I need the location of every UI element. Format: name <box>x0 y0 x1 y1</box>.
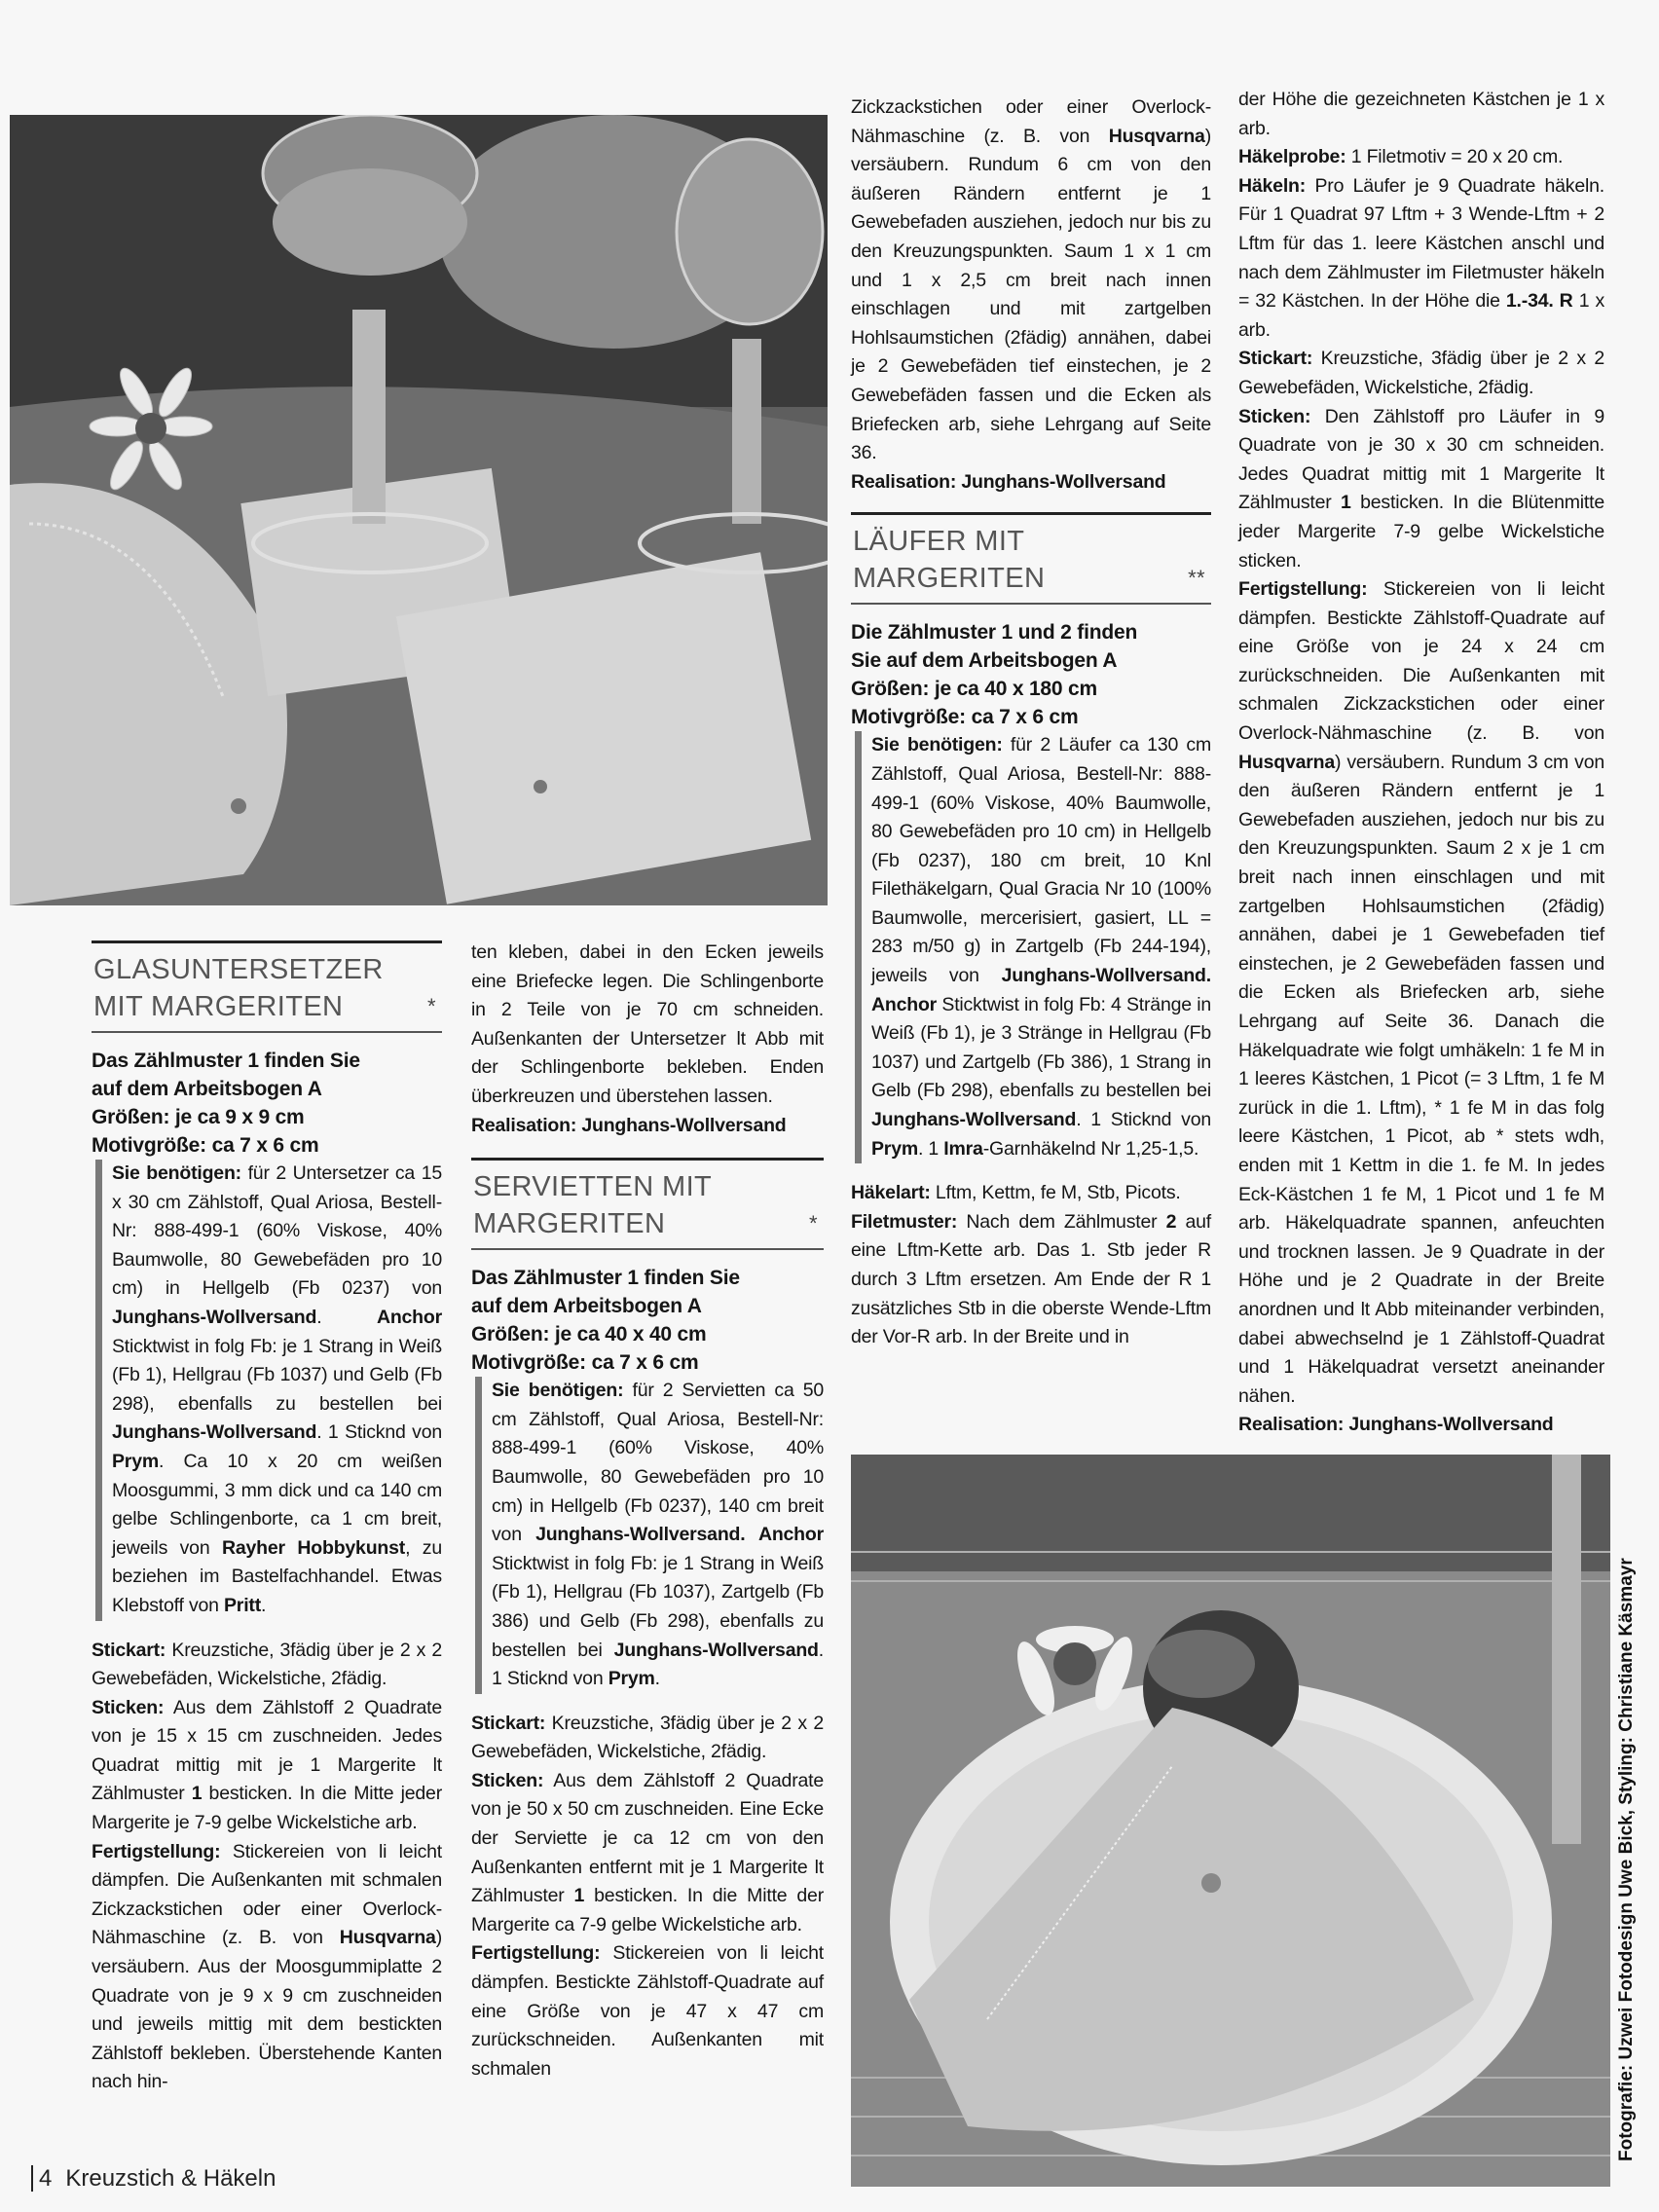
stickart-laeufer: Stickart: Kreuzstiche, 3fädig über je 2 x 2 Gewebefäden, Wickelstiche, 2fädig. <box>1238 348 1604 398</box>
photo-coasters <box>10 115 828 905</box>
magazine-name: Kreuzstich & Häkeln <box>65 2165 276 2192</box>
column-1a <box>92 940 442 2097</box>
sizes-glasuntersetzer: Größen: je ca 9 x 9 cm Motivgröße: ca 7 x 6 cm <box>92 1106 319 1157</box>
paragraph-laeufer-cont: der Höhe die gezeichneten Kästchen je 1 x arb. <box>1238 89 1604 139</box>
photo-napkin-image <box>851 1455 1610 2187</box>
paragraph-glasuntersetzer-cont: ten kleben, dabei in den Ecken jeweils eine Briefecke legen. Die Schlingenborte in 2 Teile von je 70 cm schneiden. Außenkanten der Untersetzer lt Abb mit der Schlingenborte bekleben. Enden überkreuzen und überstehen lassen. <box>471 941 824 1107</box>
photo-napkin <box>851 1455 1610 2187</box>
materials-glasuntersetzer: Sie benötigen: für 2 Untersetzer ca 15 x 30 cm Zählstoff, Qual Ariosa, Bestell-Nr: 888-499-1 (60% Viskose, 40% Baumwolle, 80 Gewebefäden pro 10 cm) in Hellgelb (Fb 0237) von Junghans-Wollversand. Anchor Sticktwist in folg Fb: je 1 Strang in Weiß (Fb 1), Hellgrau (Fb 1037) und Gelb (Fb 298), ebenfalls zu bestellen bei Junghans-Wollversand. 1 Sticknd von Prym. Ca 10 x 20 cm weißen Moosgummi, 3 mm dick und ca 140 cm gelbe Schlingenborte, ca 1 cm breit, jeweils von Rayher Hobbykunst, zu beziehen im Bastelfachhandel. Etwas Klebstoff von Pritt. <box>95 1160 442 1621</box>
paragraph-servietten-cont: Zickzackstichen oder einer Overlock-Nähmaschine (z. B. von Husqvarna) versäubern. Rundum 6 cm von den äußeren Rändern entfernt je 1 Gewebefaden ausziehen, jedoch nur bis zu den Kreuzungspunkten. Saum 1 x 1 cm und 1 x 2,5 cm breit nach innen einschlagen und mit zartgelben Hohlsaumstichen (2fädig) annähen, dabei je 2 Gewebefäden tief einstechen, je 2 Gewebefäden fassen und die Ecken als Briefecken arb, siehe Lehrgang auf Seite 36. <box>851 96 1211 464</box>
haekeln: Häkeln: Pro Läufer je 9 Quadrate häkeln. Für 1 Quadrat 97 Lftm + 3 Wende-Lftm + 2 Lftm für das 1. leere Kästchen anschl und nach dem Zählmuster im Filetmuster häkeln = 32 Kästchen. In der Höhe die 1.-34. R 1 x arb. <box>1238 174 1605 341</box>
fertigstellung-laeufer: Fertigstellung: Stickereien von li leicht dämpfen. Bestickte Zählstoff-Quadrate auf eine Größe von je 24 x 24 cm zurückschneiden. Die Außenkanten mit schmalen Zickzackstichen oder einer Overlock-Nähmaschine (z. B. von Husqvarna) versäubern. Rundum 3 cm von den äußeren Rändern entfernt je 1 Gewebefaden ausziehen, jedoch nur bis zu den Kreuzungspunkten. Saum 2 x je 1 cm breit nach innen einschlagen und mit zartgelben Hohlsaumstichen (2fädig) annähen, dabei je 1 Gewebefaden tief einstechen, je 2 Gewebefäden fassen und die Ecken als Briefecken arb, siehe Lehrgang auf Seite 36. Danach die Häkelquadrate wie folgt umhäkeln: 1 fe M in 1 leeres Kästchen, 1 Picot (= 3 Lftm, 1 fe M zurück in die 1. Lftm), * 1 fe M in das folg leere Kästchen, 1 Picot, ab * stets wdh, enden mit 1 Kettm in die 1. fe M. In jedes Eck-Kästchen 1 fe M, 1 Picot und 1 fe M arb. Häkelquadrate spannen, anfeuchten und trocknen lassen. Je 9 Quadrate in der Höhe und je 2 Quadrate in der Breite anordnen und lt Abb miteinander verbinden, dabei abwechselnd je 1 Zählstoff-Quadrat und 1 Häkelquadrat versetzt aneinander nähen. <box>1238 578 1604 1407</box>
sizes-servietten: Größen: je ca 40 x 40 cm Motivgröße: ca 7 x 6 cm <box>471 1323 707 1375</box>
sticken-glasuntersetzer: Sticken: Aus dem Zählstoff 2 Quadrate von je 15 x 15 cm zuschneiden. Jedes Quadrat mittig mit je 1 Margerite lt Zählmuster 1 besticken. In die Mitte jeder Margerite je 7-9 gelbe Wickelstiche arb. <box>92 1696 442 1834</box>
column-2-top <box>851 93 1211 1352</box>
realisation-glasuntersetzer: Realisation: Junghans-Wollversand <box>471 1114 787 1136</box>
stickart-servietten: Stickart: Kreuzstiche, 3fädig über je 2 x 2 Gewebefäden, Wickelstiche, 2fädig. <box>471 1712 824 1763</box>
section-title-laeufer: LÄUFER MIT MARGERITEN ** <box>851 512 1211 605</box>
section-title-servietten: SERVIETTEN MIT MARGERITEN * <box>471 1158 824 1250</box>
sticken-laeufer: Sticken: Den Zählstoff pro Läufer in 9 Quadrate von je 30 x 30 cm schneiden. Jedes Quadrat mittig mit 1 Margerite lt Zählmuster 1 besticken. In die Blütenmitte jeder Margerite 7-9 gelbe Wickelstiche sticken. <box>1238 405 1604 571</box>
realisation-laeufer: Realisation: Junghans-Wollversand <box>1238 1414 1554 1436</box>
realisation-servietten: Realisation: Junghans-Wollversand <box>851 470 1166 493</box>
sizes-laeufer: Größen: je ca 40 x 180 cm Motivgröße: ca 7 x 6 cm <box>851 678 1097 729</box>
fertigstellung-glasuntersetzer: Fertigstellung: Stickereien von li leicht dämpfen. Die Außenkanten mit schmalen Zickzackstichen oder einer Overlock-Nähmaschine (z. B. von Husqvarna) versäubern. Aus der Moosgummiplatte 2 Quadrate von je 9 x 9 cm zuschneiden und jeweils mittig mit dem bestickten Zählstoff bekleben. Überstehende Kanten nach hin- <box>92 1840 442 2093</box>
intro-servietten: Das Zählmuster 1 finden Sie auf dem Arbeitsbogen A <box>471 1267 740 1318</box>
page-number: 4 <box>31 2165 52 2192</box>
sticken-servietten: Sticken: Aus dem Zählstoff 2 Quadrate von je 50 x 50 cm zuschneiden. Eine Ecke der Serviette je ca 12 cm von den Außenkanten entfernt mit je 1 Margerite lt Zählmuster 1 besticken. In die Mitte der Margerite ca 7-9 gelbe Wickelstiche arb. <box>471 1769 824 1936</box>
materials-laeufer: Sie benötigen: für 2 Läufer ca 130 cm Zählstoff, Qual Ariosa, Bestell-Nr: 888-499-1 (60% Viskose, 40% Baumwolle, 80 Gewebefäden pro 10 cm) in Hellgelb (Fb 0237), 180 cm breit, 10 Knl Filethäkelgarn, Qual Gracia Nr 10 (100% Baumwolle, mercerisiert, gasiert, LL = 283 m/50 g) in Zartgelb (Fb 244-194), jeweils von Junghans-Wollversand. Anchor Sticktwist in folg Fb: 4 Stränge in Weiß (Fb 1), je 3 Stränge in Hellgrau (Fb 1037) und Zartgelb (Fb 386), 1 Strang in Gelb (Fb 298), ebenfalls zu bestellen bei Junghans-Wollversand. 1 Sticknd von Prym. 1 Imra-Garnhäkelnd Nr 1,25-1,5. <box>855 731 1211 1163</box>
haekelprobe: Häkelprobe: 1 Filetmotiv = 20 x 20 cm. <box>1238 146 1564 168</box>
intro-glasuntersetzer: Das Zählmuster 1 finden Sie auf dem Arbeitsbogen A <box>92 1050 360 1100</box>
column-3 <box>1238 86 1604 1440</box>
filetmuster-laeufer: Filetmuster: Nach dem Zählmuster 2 auf eine Lftm-Kette arb. Das 1. Stb jeder R durch 3 Lftm ersetzen. Am Ende der R 1 zusätzliches Stb in die oberste Wende-Lftm der Vor-R arb. In der Breite und in <box>851 1210 1211 1348</box>
section-title-glasuntersetzer: GLASUNTERSETZER MIT MARGERITEN * <box>92 940 442 1033</box>
intro-laeufer: Die Zählmuster 1 und 2 finden Sie auf dem Arbeitsbogen A <box>851 621 1138 673</box>
column-1b <box>471 939 824 2083</box>
fertigstellung-servietten: Fertigstellung: Stickereien von li leicht dämpfen. Bestickte Zählstoff-Quadrate auf eine Größe von je 47 x 47 cm zurückschneiden. Außenkanten mit schmalen <box>471 1942 824 2080</box>
page-footer <box>31 2165 276 2193</box>
materials-servietten: Sie benötigen: für 2 Servietten ca 50 cm Zählstoff, Qual Ariosa, Bestell-Nr: 888-499-1 (60% Viskose, 40% Baumwolle, 80 Gewebefäden pro 10 cm) in Hellgelb (Fb 0237), 140 cm breit von Junghans-Wollversand. Anchor Sticktwist in folg Fb: je 1 Strang in Weiß (Fb 1), Hellgrau (Fb 1037), Zartgelb (Fb 386) und Gelb (Fb 298), ebenfalls zu bestellen bei Junghans-Wollversand. 1 Sticknd von Prym. <box>475 1377 824 1694</box>
photo-credit: Fotografie: Uzwei Fotodesign Uwe Bick, Styling: Christiane Käsmayr <box>1616 1558 1637 2161</box>
photo-coasters-image <box>10 115 828 905</box>
stickart-glasuntersetzer: Stickart: Kreuzstiche, 3fädig über je 2 x 2 Gewebefäden, Wickelstiche, 2fädig. <box>92 1639 442 1690</box>
haekelart-laeufer: Häkelart: Lftm, Kettm, fe M, Stb, Picots. <box>851 1182 1181 1204</box>
